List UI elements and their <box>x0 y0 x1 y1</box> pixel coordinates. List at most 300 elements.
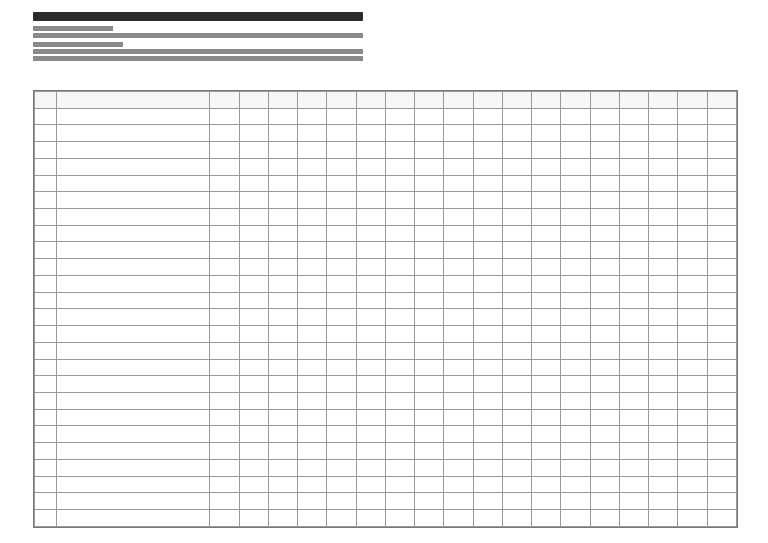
table-cell <box>444 192 473 209</box>
table-cell <box>649 476 678 493</box>
table-cell <box>415 108 444 125</box>
table-cell <box>590 242 619 259</box>
table-cell <box>532 142 561 159</box>
table-cell <box>239 493 268 510</box>
table-cell <box>444 142 473 159</box>
table-row <box>35 158 737 175</box>
table-cell <box>415 292 444 309</box>
table-cell <box>502 125 531 142</box>
table-cell <box>502 158 531 175</box>
table-cell <box>415 476 444 493</box>
table-cell <box>385 392 414 409</box>
table-cell <box>415 426 444 443</box>
table-cell <box>239 142 268 159</box>
table-cell <box>385 359 414 376</box>
table-cell <box>532 225 561 242</box>
table-cell <box>444 259 473 276</box>
table-cell <box>532 292 561 309</box>
table-cell <box>56 242 210 259</box>
table-cell <box>590 392 619 409</box>
table-cell <box>502 209 531 226</box>
table-cell <box>415 409 444 426</box>
table-cell <box>444 392 473 409</box>
table-cell <box>590 359 619 376</box>
table-cell <box>678 225 707 242</box>
table-cell <box>210 292 239 309</box>
table-cell <box>502 142 531 159</box>
table-cell <box>444 275 473 292</box>
table-cell <box>268 409 297 426</box>
table-cell <box>649 142 678 159</box>
table-cell <box>385 125 414 142</box>
table-cell <box>298 392 327 409</box>
table-cell <box>298 125 327 142</box>
table-cell <box>239 242 268 259</box>
table-cell <box>590 326 619 343</box>
table-row <box>35 443 737 460</box>
table-cell <box>298 242 327 259</box>
header-cell <box>239 92 268 109</box>
table-cell <box>473 309 502 326</box>
table-cell <box>35 476 57 493</box>
table-cell <box>649 326 678 343</box>
table-cell <box>561 192 590 209</box>
table-cell <box>385 459 414 476</box>
table-cell <box>619 142 648 159</box>
header-cell <box>268 92 297 109</box>
table-cell <box>327 493 356 510</box>
table-cell <box>590 142 619 159</box>
table-cell <box>678 275 707 292</box>
table-cell <box>561 275 590 292</box>
table-cell <box>561 292 590 309</box>
table-cell <box>649 309 678 326</box>
table-cell <box>444 242 473 259</box>
table-cell <box>678 259 707 276</box>
table-cell <box>35 275 57 292</box>
dotted-line <box>33 49 363 54</box>
table-cell <box>239 459 268 476</box>
table-cell <box>56 326 210 343</box>
table-cell <box>210 342 239 359</box>
table-cell <box>649 292 678 309</box>
table-cell <box>239 376 268 393</box>
table-cell <box>473 209 502 226</box>
table-cell <box>707 459 736 476</box>
table-cell <box>561 225 590 242</box>
table-cell <box>298 209 327 226</box>
table-cell <box>210 158 239 175</box>
table-cell <box>444 359 473 376</box>
header-cell <box>327 92 356 109</box>
table-cell <box>210 409 239 426</box>
table-cell <box>56 409 210 426</box>
table-cell <box>298 426 327 443</box>
table-cell <box>444 158 473 175</box>
table-cell <box>298 459 327 476</box>
table-cell <box>678 509 707 526</box>
table-cell <box>619 443 648 460</box>
table-cell <box>385 426 414 443</box>
table-cell <box>239 342 268 359</box>
table-cell <box>619 225 648 242</box>
table-cell <box>649 175 678 192</box>
table-cell <box>707 409 736 426</box>
table-cell <box>268 192 297 209</box>
table-cell <box>210 108 239 125</box>
table-row <box>35 192 737 209</box>
table-cell <box>532 209 561 226</box>
items-table <box>33 90 738 528</box>
table-cell <box>707 259 736 276</box>
table-cell <box>35 409 57 426</box>
table-cell <box>298 158 327 175</box>
table-cell <box>35 443 57 460</box>
table-cell <box>619 326 648 343</box>
table-cell <box>56 275 210 292</box>
table-cell <box>590 493 619 510</box>
table-cell <box>210 459 239 476</box>
table-cell <box>56 392 210 409</box>
table-cell <box>707 158 736 175</box>
table-cell <box>327 292 356 309</box>
table-cell <box>473 142 502 159</box>
table-cell <box>210 476 239 493</box>
table-cell <box>356 142 385 159</box>
table-cell <box>473 376 502 393</box>
table-cell <box>707 426 736 443</box>
table-cell <box>590 309 619 326</box>
table-cell <box>532 459 561 476</box>
table-cell <box>707 309 736 326</box>
table-cell <box>385 509 414 526</box>
table-cell <box>532 392 561 409</box>
table-cell <box>327 326 356 343</box>
table-cell <box>707 376 736 393</box>
table-cell <box>327 392 356 409</box>
table-cell <box>502 359 531 376</box>
table-cell <box>56 309 210 326</box>
table-cell <box>356 309 385 326</box>
table-cell <box>415 259 444 276</box>
table-cell <box>35 259 57 276</box>
contractor-label <box>33 42 123 47</box>
table-cell <box>502 175 531 192</box>
table-cell <box>239 175 268 192</box>
table-cell <box>590 158 619 175</box>
table-cell <box>561 493 590 510</box>
table-cell <box>502 192 531 209</box>
table-cell <box>649 359 678 376</box>
table-cell <box>356 209 385 226</box>
header-cell <box>210 92 239 109</box>
table-cell <box>268 359 297 376</box>
header-cell <box>590 92 619 109</box>
table-cell <box>473 326 502 343</box>
table-cell <box>649 509 678 526</box>
table-cell <box>678 409 707 426</box>
table-row <box>35 409 737 426</box>
table-cell <box>532 443 561 460</box>
table-cell <box>35 309 57 326</box>
table-cell <box>473 125 502 142</box>
table-cell <box>678 158 707 175</box>
table-cell <box>678 443 707 460</box>
table-cell <box>561 242 590 259</box>
table-cell <box>532 509 561 526</box>
table-cell <box>473 175 502 192</box>
table-row <box>35 108 737 125</box>
table-cell <box>444 476 473 493</box>
table-cell <box>327 443 356 460</box>
table-cell <box>649 242 678 259</box>
header-cell <box>649 92 678 109</box>
table-cell <box>210 175 239 192</box>
table-cell <box>707 142 736 159</box>
table-cell <box>56 225 210 242</box>
table-cell <box>590 292 619 309</box>
table-cell <box>239 309 268 326</box>
table-cell <box>210 426 239 443</box>
table-cell <box>356 376 385 393</box>
table-cell <box>356 259 385 276</box>
table-cell <box>356 392 385 409</box>
table-cell <box>268 426 297 443</box>
table-cell <box>561 376 590 393</box>
table-cell <box>385 409 414 426</box>
table-cell <box>268 309 297 326</box>
table-cell <box>415 309 444 326</box>
table-cell <box>678 459 707 476</box>
table-cell <box>268 175 297 192</box>
table-cell <box>298 359 327 376</box>
table-cell <box>707 326 736 343</box>
table-cell <box>210 192 239 209</box>
table-row <box>35 342 737 359</box>
table-row <box>35 509 737 526</box>
header-cell <box>502 92 531 109</box>
table-cell <box>473 493 502 510</box>
table-cell <box>327 125 356 142</box>
table-cell <box>35 125 57 142</box>
table-cell <box>35 459 57 476</box>
table-row <box>35 142 737 159</box>
table-cell <box>619 459 648 476</box>
table-cell <box>502 275 531 292</box>
table-cell <box>385 493 414 510</box>
table-row <box>35 259 737 276</box>
table-cell <box>649 108 678 125</box>
table-cell <box>35 175 57 192</box>
table-cell <box>385 209 414 226</box>
table-cell <box>56 259 210 276</box>
table-cell <box>678 292 707 309</box>
table-cell <box>649 125 678 142</box>
table-cell <box>678 192 707 209</box>
table-cell <box>678 108 707 125</box>
table-cell <box>707 242 736 259</box>
table-row <box>35 359 737 376</box>
table-cell <box>35 493 57 510</box>
table-cell <box>298 342 327 359</box>
table-cell <box>532 259 561 276</box>
table-cell <box>415 142 444 159</box>
table-cell <box>327 242 356 259</box>
table-cell <box>473 426 502 443</box>
table-cell <box>268 443 297 460</box>
header-cell <box>56 92 210 109</box>
table-cell <box>473 409 502 426</box>
table-cell <box>385 175 414 192</box>
table-cell <box>298 326 327 343</box>
table-cell <box>210 275 239 292</box>
table-cell <box>327 476 356 493</box>
table-cell <box>473 392 502 409</box>
table-cell <box>561 392 590 409</box>
table-cell <box>619 192 648 209</box>
table-cell <box>707 292 736 309</box>
table-row <box>35 309 737 326</box>
table-cell <box>415 225 444 242</box>
table-cell <box>707 342 736 359</box>
items-grid <box>34 91 737 527</box>
table-cell <box>239 292 268 309</box>
table-cell <box>561 175 590 192</box>
table-cell <box>415 509 444 526</box>
table-cell <box>385 342 414 359</box>
table-cell <box>532 476 561 493</box>
table-cell <box>385 142 414 159</box>
table-cell <box>707 192 736 209</box>
table-cell <box>707 125 736 142</box>
table-cell <box>327 309 356 326</box>
table-cell <box>532 326 561 343</box>
table-cell <box>561 142 590 159</box>
table-cell <box>415 392 444 409</box>
table-cell <box>268 275 297 292</box>
table-cell <box>590 192 619 209</box>
table-row <box>35 476 737 493</box>
table-cell <box>35 225 57 242</box>
table-cell <box>561 509 590 526</box>
table-cell <box>298 225 327 242</box>
table-cell <box>502 326 531 343</box>
table-cell <box>56 209 210 226</box>
table-cell <box>268 209 297 226</box>
table-cell <box>415 342 444 359</box>
table-cell <box>210 225 239 242</box>
table-cell <box>619 493 648 510</box>
table-cell <box>590 175 619 192</box>
table-cell <box>356 476 385 493</box>
table-cell <box>415 209 444 226</box>
table-cell <box>678 493 707 510</box>
table-cell <box>707 225 736 242</box>
table-cell <box>619 376 648 393</box>
table-cell <box>532 108 561 125</box>
table-cell <box>56 292 210 309</box>
table-cell <box>210 125 239 142</box>
subtitle-line <box>33 26 113 31</box>
table-cell <box>707 392 736 409</box>
table-cell <box>385 192 414 209</box>
table-cell <box>298 443 327 460</box>
table-cell <box>532 359 561 376</box>
table-cell <box>444 493 473 510</box>
table-cell <box>268 158 297 175</box>
table-cell <box>678 125 707 142</box>
table-cell <box>56 476 210 493</box>
table-cell <box>649 392 678 409</box>
table-cell <box>35 108 57 125</box>
header-cell <box>707 92 736 109</box>
table-cell <box>649 493 678 510</box>
table-row <box>35 275 737 292</box>
table-cell <box>210 359 239 376</box>
table-cell <box>35 426 57 443</box>
table-cell <box>268 342 297 359</box>
table-cell <box>56 376 210 393</box>
table-cell <box>239 108 268 125</box>
table-cell <box>35 209 57 226</box>
table-cell <box>239 125 268 142</box>
table-cell <box>298 175 327 192</box>
table-cell <box>590 409 619 426</box>
table-cell <box>590 459 619 476</box>
table-cell <box>35 192 57 209</box>
table-cell <box>56 509 210 526</box>
table-row <box>35 125 737 142</box>
table-cell <box>356 359 385 376</box>
table-cell <box>473 342 502 359</box>
table-cell <box>444 125 473 142</box>
table-cell <box>678 476 707 493</box>
header-cell <box>385 92 414 109</box>
table-cell <box>473 443 502 460</box>
table-cell <box>707 275 736 292</box>
dotted-line <box>33 56 363 61</box>
table-cell <box>473 158 502 175</box>
table-cell <box>619 409 648 426</box>
table-cell <box>532 376 561 393</box>
table-cell <box>473 259 502 276</box>
table-cell <box>239 158 268 175</box>
table-cell <box>561 459 590 476</box>
table-cell <box>239 476 268 493</box>
table-cell <box>502 225 531 242</box>
table-cell <box>678 142 707 159</box>
table-cell <box>268 376 297 393</box>
table-cell <box>590 209 619 226</box>
table-cell <box>502 426 531 443</box>
table-cell <box>268 392 297 409</box>
table-cell <box>35 392 57 409</box>
table-cell <box>56 493 210 510</box>
table-cell <box>327 259 356 276</box>
table-cell <box>678 376 707 393</box>
table-cell <box>502 409 531 426</box>
table-cell <box>502 242 531 259</box>
table-cell <box>385 108 414 125</box>
table-cell <box>649 275 678 292</box>
table-cell <box>473 359 502 376</box>
table-cell <box>298 275 327 292</box>
table-cell <box>649 426 678 443</box>
table-cell <box>532 158 561 175</box>
table-cell <box>561 326 590 343</box>
table-cell <box>298 493 327 510</box>
table-cell <box>619 108 648 125</box>
